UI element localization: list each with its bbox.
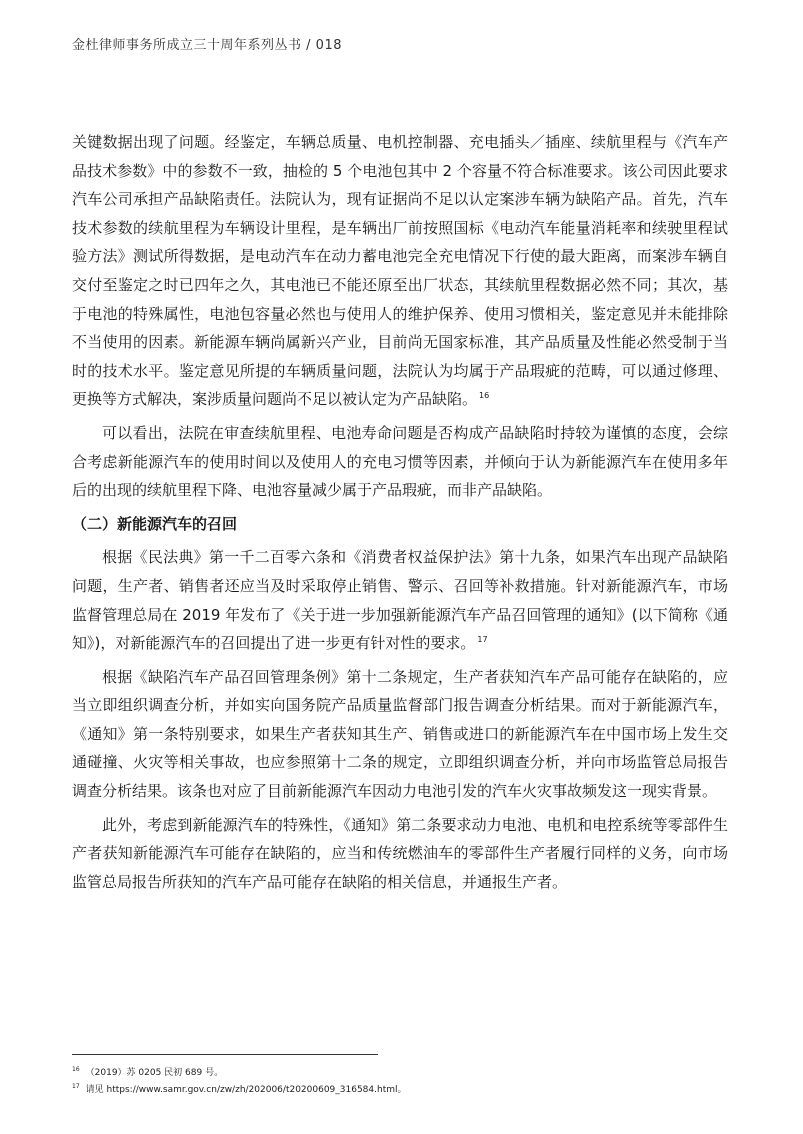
footnote-link[interactable]: 请见 https://www.samr.gov.cn/zw/zh/202006/t20200609_316584.html。 (85, 1085, 407, 1095)
footnote-divider (72, 1054, 378, 1055)
footnote-ref-17[interactable]: 17 (477, 635, 488, 645)
paragraph-2: 可以看出，法院在审查续航里程、电池寿命问题是否构成产品缺陷时持较为谨慎的态度，会综合考虑新能源汽车的使用时间以及使用人的充电习惯等因素，并倾向于认为新能源汽车在使用多年后的出现的续航里程下降、电池容量减少属于产品瑕疵，而非产品缺陷。 (72, 423, 728, 500)
section-heading: （二）新能源汽车的召回 (72, 514, 238, 533)
paragraph-3: 根据《民法典》第一千二百零六条和《消费者权益保护法》第十九条，如果汽车出现产品缺陷问题，生产者、销售者还应当及时采取停止销售、警示、召回等补救措施。针对新能源汽车，市场监督管理总局在 2019 年发布了《关于进一步加强新能源汽车产品召回管理的通知》(以下简称《通知》)，对新能源汽车的召回提出了进一步更有针对性的要求。 $^{17}$ (72, 548, 728, 653)
running-header (72, 34, 342, 53)
paragraph-4: 根据《缺陷汽车产品召回管理条例》第十二条规定，生产者获知汽车产品可能存在缺陷的，应当立即组织调查分析，并如实向国务院产品质量监督部门报告调查分析结果。而对于新能源汽车，《通知》第一条特别要求，如果生产者获知其生产、销售或进口的新能源汽车在中国市场上发生交通碰撞、火灾等相关事故，也应参照第十二条的规定，立即组织调查分析，并向市场监管总局报告调查分析结果。该条也对应了目前新能源汽车因动力电池引发的汽车火灾事故频发这一现实背景。 (72, 667, 728, 801)
footnote-17: $^{17}$ 请见 https://www.samr.gov.cn/zw/zh/202006/t20200609_316584.html。 (72, 1083, 407, 1095)
footnote-ref-16[interactable]: 16 (479, 391, 490, 401)
paragraph-1: 关键数据出现了问题。经鉴定，车辆总质量、电机控制器、充电插头／插座、续航里程与《汽车产品技术参数》中的参数不一致，抽检的 5 个电池包其中 2 个容量不符合标准要求。该公司因此要求汽车公司承担产品缺陷责任。法院认为，现有证据尚不足以认定案涉车辆为缺陷产品。首先，汽车技术参数的续航里程为车辆设计里程，是车辆出厂前按照国标《电动汽车能量消耗率和续驶里程试验方法》测试所得数据，是电动汽车在动力蓄电池完全充电情况下行使的最大距离，而案涉车辆自交付至鉴定之时已四年之久，其电池已不能还原至出厂状态，其续航里程数据必然不同；其次，基于电池的特殊属性，电池包容量必然也与使用人的维护保养、使用习惯相关，鉴定意见并未能排除不当使用的因素。新能源车辆尚属新兴产业，目前尚无国家标准，其产品质量及性能必然受制于当时的技术水平。鉴定意见所提的车辆质量问题，法院认为均属于产品瑕疵的范畴，可以通过修理、更换等方式解决，案涉质量问题尚不足以被认定为产品缺陷。 $^{16}$ (72, 133, 728, 409)
body-text (72, 128, 728, 901)
page-number: / 018 (306, 38, 342, 53)
footnote-16: $^{16}$ （2019）苏 0205 民初 689 号。 (72, 1066, 224, 1078)
series-title: 金杜律师事务所成立三十周年系列丛书 (72, 38, 302, 53)
paragraph-5: 此外，考虑到新能源汽车的特殊性，《通知》第二条要求动力电池、电机和电控系统等零部件生产者获知新能源汽车可能存在缺陷的，应当和传统燃油车的零部件生产者履行同样的义务，向市场监管总局报告所获知的汽车产品可能存在缺陷的相关信息，并通报生产者。 (72, 815, 728, 891)
footnotes (72, 1063, 407, 1097)
